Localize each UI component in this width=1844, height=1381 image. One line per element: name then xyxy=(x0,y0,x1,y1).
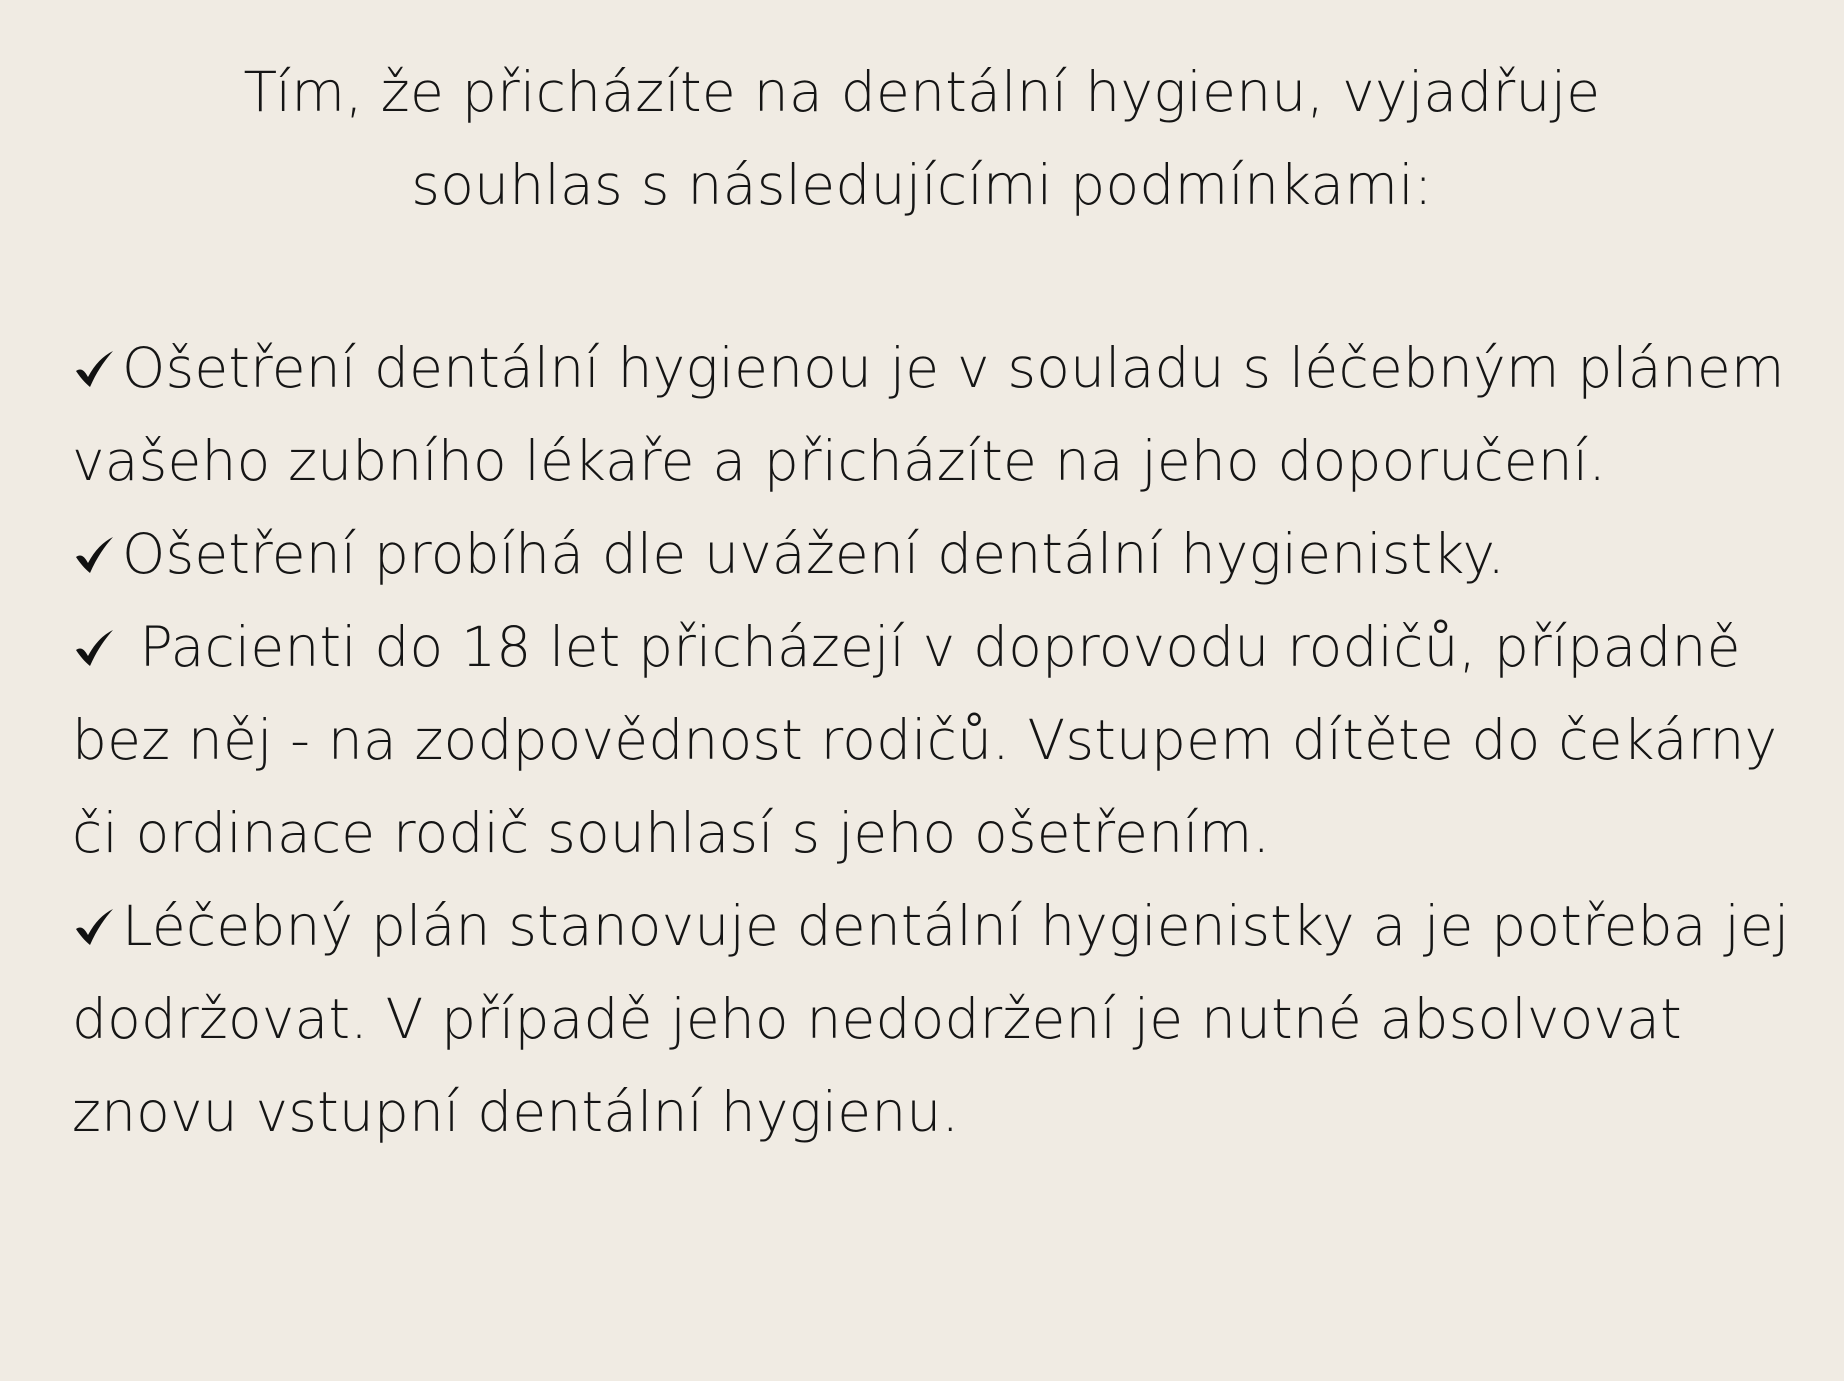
condition-text: Ošetření probíhá dle uvážení dentální hygienistky. xyxy=(122,522,1506,586)
conditions-list xyxy=(72,322,1792,1159)
check-icon xyxy=(72,626,116,670)
condition-text: Pacienti do 18 let přicházejí v doprovodu rodičů, případně bez něj - na zodpovědnost rodičů. Vstupem dítěte do čekárny či ordinace rodič souhlasí s jeho ošetřením. xyxy=(72,615,1778,865)
check-icon xyxy=(72,905,116,949)
intro-line-2: souhlas s následujícími podmínkami: xyxy=(411,153,1433,217)
check-icon xyxy=(72,533,116,577)
consent-intro xyxy=(120,46,1724,232)
check-icon xyxy=(72,347,116,391)
condition-item xyxy=(72,880,1792,1159)
condition-item xyxy=(72,322,1792,508)
condition-text: Léčebný plán stanovuje dentální hygienistky a je potřeba jej dodržovat. V případě jeho nedodržení je nutné absolvovat znovu vstupní dentální hygienu. xyxy=(72,894,1790,1144)
intro-line-1: Tím, že přicházíte na dentální hygienu, vyjadřuje xyxy=(243,60,1601,124)
condition-item xyxy=(72,601,1792,880)
condition-item xyxy=(72,508,1792,601)
condition-text: Ošetření dentální hygienou je v souladu s léčebným plánem vašeho zubního lékaře a přicházíte na jeho doporučení. xyxy=(72,336,1785,493)
